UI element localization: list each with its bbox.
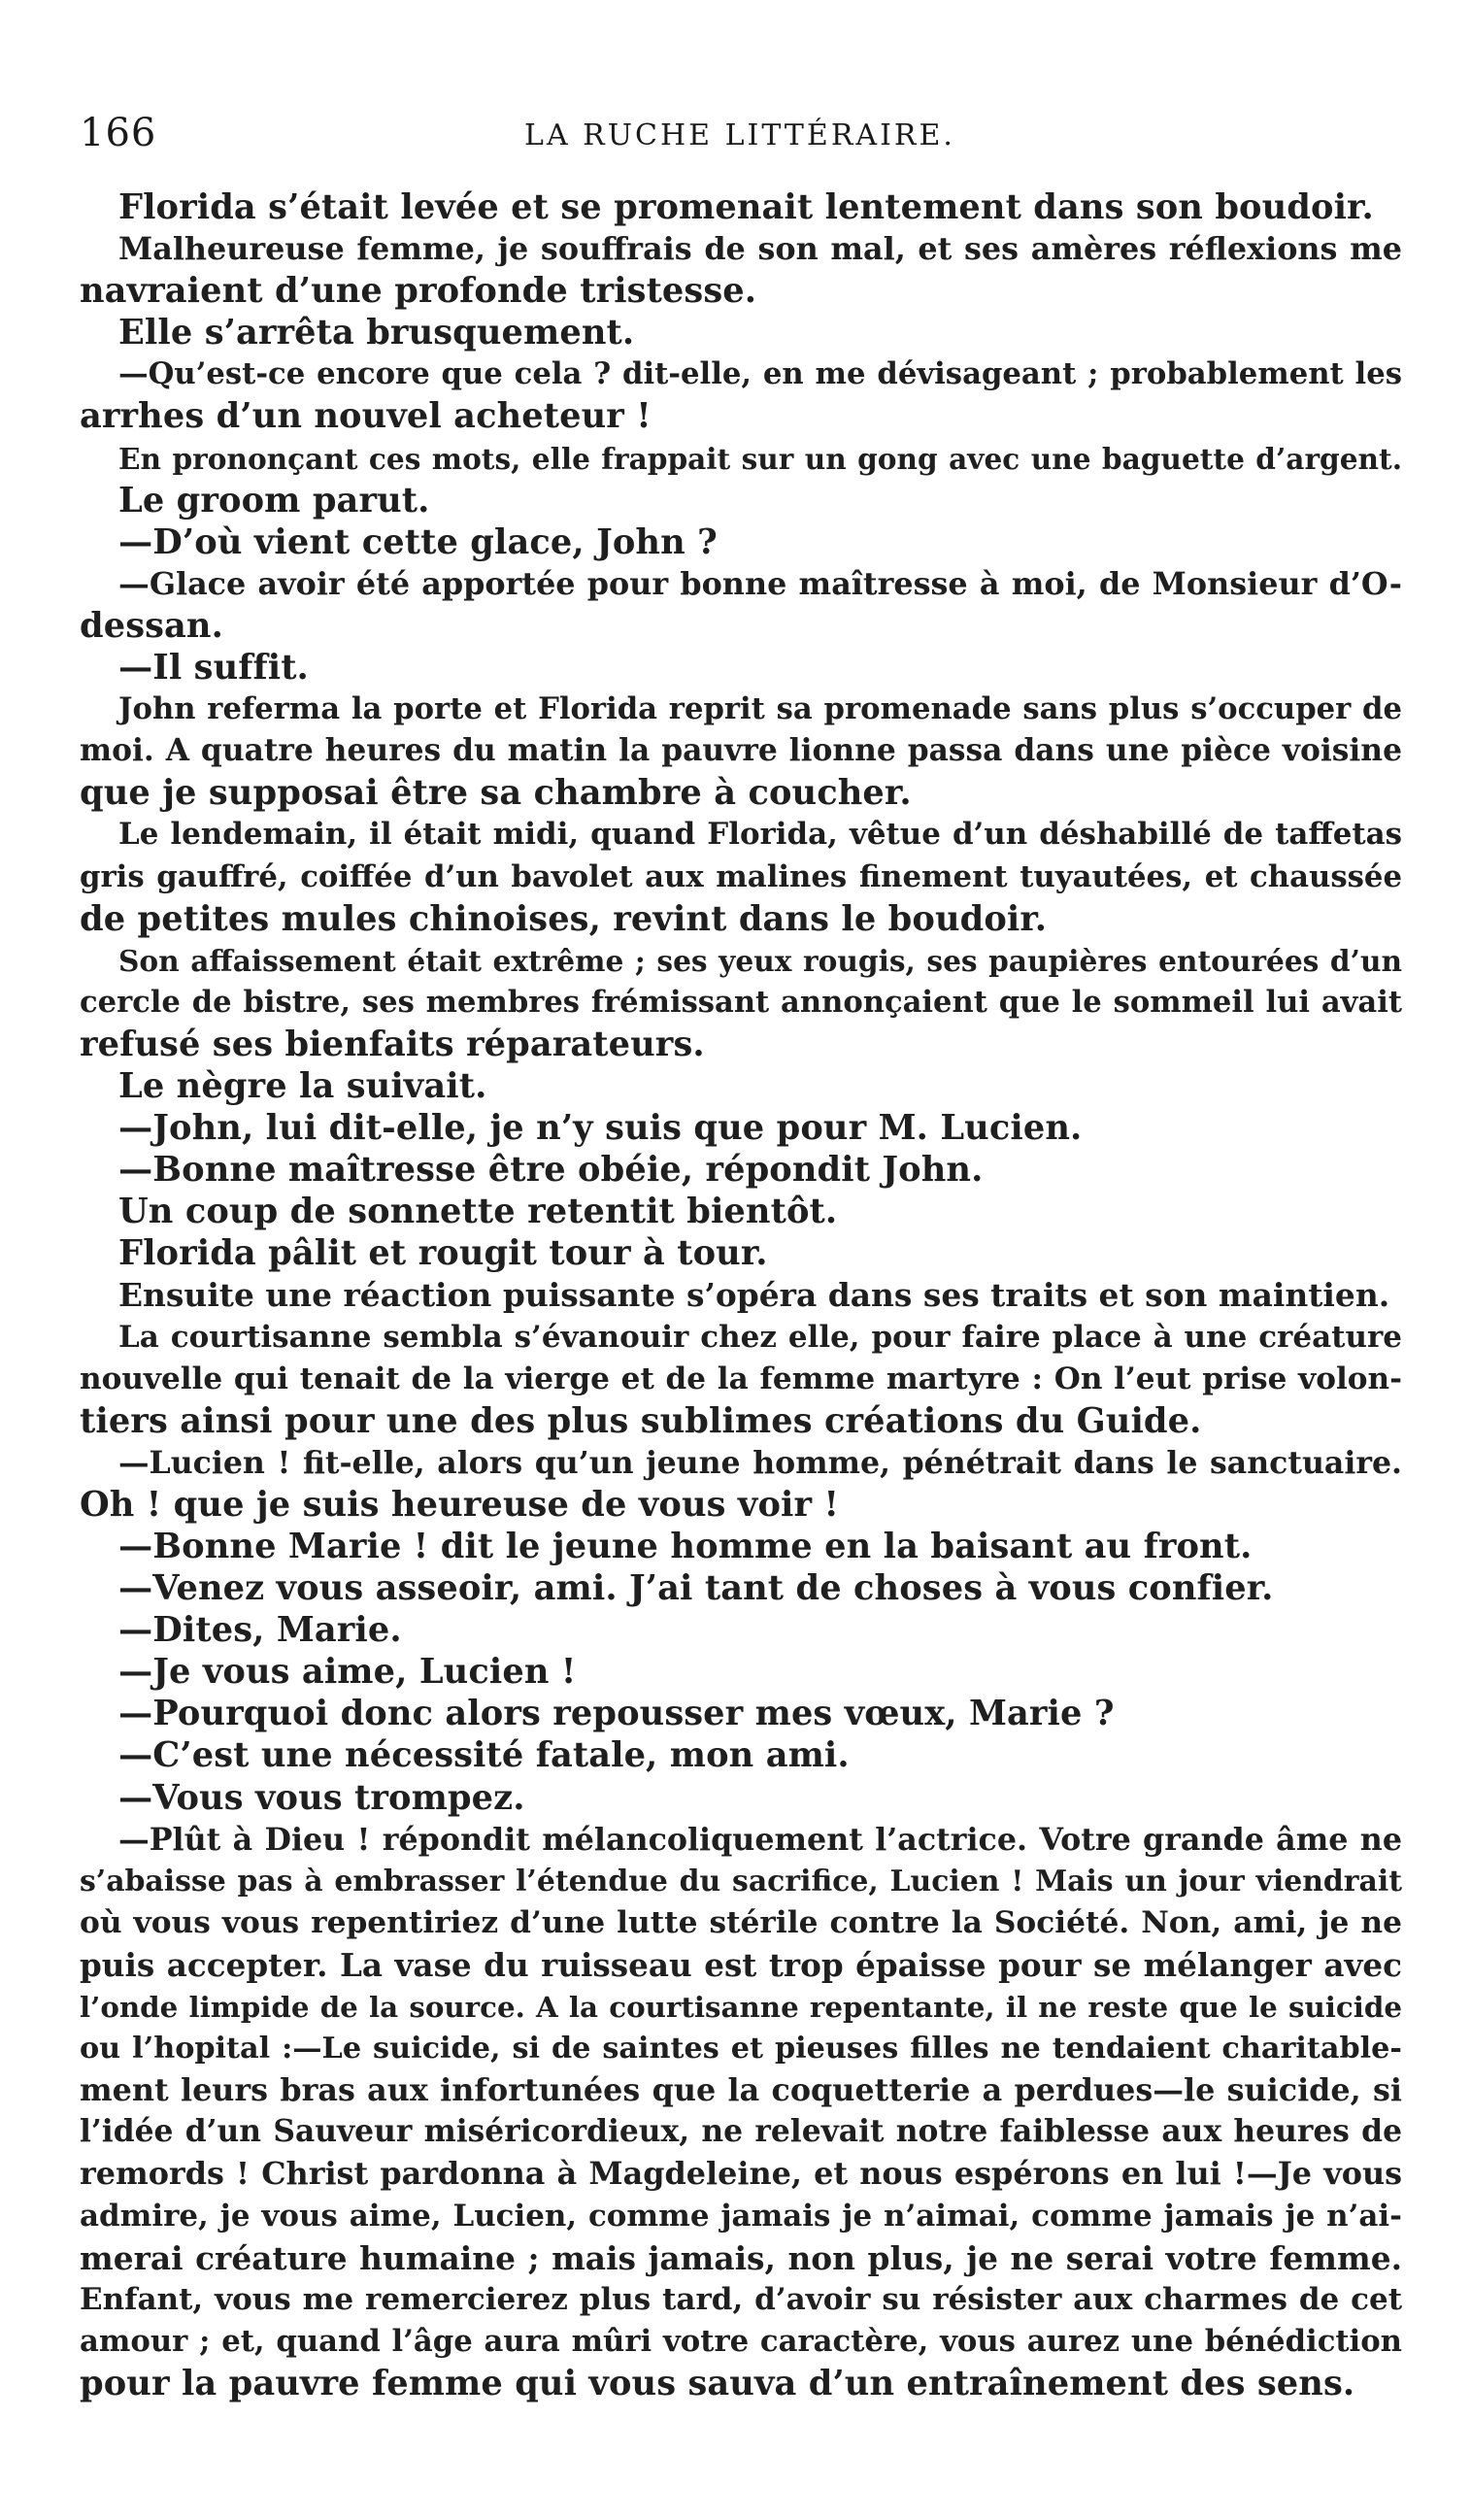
text-line: —Glace avoir été apportée pour bonne maîtresse à moi, de Monsieur d’O- bbox=[118, 564, 1402, 602]
page-number: 166 bbox=[80, 111, 157, 155]
text-line: —Dites, Marie. bbox=[118, 1610, 402, 1651]
text-line: —C’est une nécessité fatale, mon ami. bbox=[118, 1735, 850, 1776]
text-line: —Je vous aime, Lucien ! bbox=[118, 1652, 577, 1693]
text-line: Son affaissement était extrême ; ses yeux rougis, ses paupières entourées d’un bbox=[118, 943, 1402, 978]
text-line: que je supposai être sa chambre à coucher. bbox=[80, 773, 912, 814]
text-line: Le groom parut. bbox=[118, 480, 430, 521]
text-line: —Bonne maîtresse être obéie, répondit John. bbox=[118, 1150, 984, 1191]
text-line: moi. A quatre heures du matin la pauvre lionne passa dans une pièce voisine bbox=[80, 733, 1402, 769]
text-line: —Bonne Marie ! dit le jeune homme en la baisant au front. bbox=[118, 1527, 1253, 1566]
text-line: Le nègre la suivait. bbox=[118, 1065, 487, 1106]
text-line: dessan. bbox=[80, 605, 223, 646]
text-line: admire, je vous aime, Lucien, comme jamais je n’aimai, comme jamais je n’ai- bbox=[80, 2198, 1402, 2234]
text-line: Florida s’était levée et se promenait lentement dans son boudoir. bbox=[118, 187, 1374, 227]
text-line: puis accepter. La vase du ruisseau est trop épaisse pour se mélanger avec bbox=[80, 1945, 1402, 1984]
text-line: remords ! Christ pardonna à Magdeleine, et nous espérons en lui !—Je vous bbox=[80, 2155, 1402, 2193]
text-line: nouvelle qui tenait de la vierge et de la femme martyre : On l’eut prise volon- bbox=[80, 1361, 1402, 1396]
text-line: arrhes d’un nouvel acheteur ! bbox=[80, 396, 652, 437]
text-line: —Venez vous asseoir, ami. J’ai tant de choses à vous confier. bbox=[118, 1568, 1274, 1609]
page-header bbox=[80, 105, 1400, 163]
text-line: où vous vous repentiriez d’une lutte stérile contre la Société. Non, ami, je ne bbox=[80, 1904, 1402, 1940]
text-line: Ensuite une réaction puissante s’opéra dans ses traits et son maintien. bbox=[118, 1276, 1390, 1315]
text-line: —D’où vient cette glace, John ? bbox=[118, 521, 718, 562]
running-title: LA RUCHE LITTÉRAIRE. bbox=[524, 118, 955, 152]
text-line: Un coup de sonnette retentit bientôt. bbox=[118, 1192, 838, 1232]
text-line: l’idée d’un Sauveur miséricordieux, ne relevait notre faiblesse aux heures de bbox=[80, 2114, 1402, 2150]
text-line: Florida pâlit et rougit tour à tour. bbox=[118, 1233, 768, 1274]
text-line: de petites mules chinoises, revint dans le boudoir. bbox=[80, 898, 1048, 939]
text-line: cercle de bistre, ses membres frémissant annonçaient que le sommeil lui avait bbox=[80, 984, 1402, 1020]
text-line: amour ; et, quand l’âge aura mûri votre caractère, vous aurez une bénédiction bbox=[80, 2323, 1402, 2359]
text-line: merai créature humaine ; mais jamais, non plus, je ne serai votre femme. bbox=[80, 2238, 1402, 2277]
text-line: Elle s’arrêta brusquement. bbox=[118, 313, 635, 353]
text-line: ment leurs bras aux infortunées que la coquetterie a perdues—le suicide, si bbox=[80, 2072, 1402, 2109]
text-line: tiers ainsi pour une des plus sublimes créations du Guide. bbox=[80, 1400, 1202, 1441]
text-line: En prononçant ces mots, elle frappait sur un gong avec une baguette d’argent. bbox=[118, 441, 1402, 476]
text-line: —John, lui dit-elle, je n’y suis que pour M. Lucien. bbox=[118, 1108, 1083, 1149]
text-line: —Qu’est-ce encore que cela ? dit-elle, en me dévisageant ; probablement les bbox=[118, 356, 1402, 392]
text-line: navraient d’une profonde tristesse. bbox=[80, 271, 757, 312]
text-line: ou l’hopital :—Le suicide, si de saintes et pieuses filles ne tendaient charitable- bbox=[80, 2032, 1402, 2066]
text-line: —Plût à Dieu ! répondit mélancoliquement l’actrice. Votre grande âme ne bbox=[118, 1821, 1402, 1858]
text-line: Malheureuse femme, je souffrais de son mal, et ses amères réflexions me bbox=[118, 230, 1402, 268]
text-line: —Il suffit. bbox=[118, 648, 309, 689]
text-line: s’abaisse pas à embrasser l’étendue du sacrifice, Lucien ! Mais un jour viendrait bbox=[80, 1864, 1402, 1898]
text-line: Enfant, vous me remercierez plus tard, d’avoir su résister aux charmes de cet bbox=[80, 2281, 1402, 2317]
text-line: —Lucien ! fit-elle, alors qu’un jeune homme, pénétrait dans le sanctuaire. bbox=[118, 1444, 1402, 1481]
text-line: Le lendemain, il était midi, quand Florida, vêtue d’un déshabillé de taffetas bbox=[118, 817, 1402, 853]
text-line: pour la pauvre femme qui vous sauva d’un entraînement des sens. bbox=[80, 2363, 1355, 2403]
text-line: refusé ses bienfaits réparateurs. bbox=[80, 1024, 705, 1064]
text-line: gris gauffré, coiffée d’un bavolet aux malines finement tuyautées, et chaussée bbox=[80, 858, 1402, 894]
text-line: John referma la porte et Florida reprit sa promenade sans plus s’occuper de bbox=[118, 691, 1402, 727]
text-line: Oh ! que je suis heureuse de vous voir ! bbox=[80, 1484, 840, 1525]
body-text bbox=[80, 186, 1402, 2404]
text-line: —Vous vous trompez. bbox=[118, 1777, 525, 1818]
text-line: —Pourquoi donc alors repousser mes vœux, Marie ? bbox=[118, 1694, 1115, 1734]
text-line: La courtisanne sembla s’évanouir chez elle, pour faire place à une créature bbox=[118, 1319, 1402, 1355]
text-line: l’onde limpide de la source. A la courtisanne repentante, il ne reste que le suicide bbox=[80, 1990, 1402, 2025]
